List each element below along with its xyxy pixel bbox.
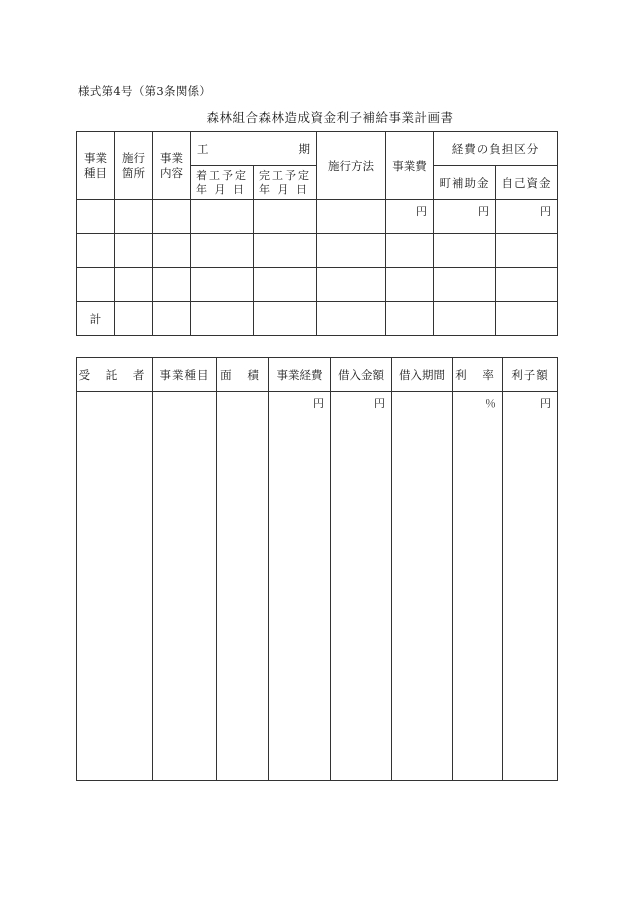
cell <box>153 234 191 268</box>
yen-unit: 円 <box>496 200 558 234</box>
header-text: 施行 <box>122 150 145 165</box>
total-row <box>77 302 558 336</box>
header-text: 箇所 <box>122 165 145 180</box>
cell <box>77 234 115 268</box>
cell <box>115 268 153 302</box>
cell <box>386 302 434 336</box>
cell <box>191 268 254 302</box>
cell <box>153 200 191 234</box>
header-chakko-yotei <box>191 166 254 200</box>
header-text: 年 月 日 <box>259 182 309 196</box>
cell <box>496 268 558 302</box>
cell <box>191 200 254 234</box>
cell <box>191 234 254 268</box>
cell <box>153 268 191 302</box>
header-text: 年 月 日 <box>196 182 246 196</box>
header-jigyo-naiyo <box>153 132 191 200</box>
yen-unit: 円 <box>503 392 558 781</box>
header-menseki: 面 積 <box>217 358 269 392</box>
cell <box>115 234 153 268</box>
cell <box>434 234 496 268</box>
table-row <box>77 392 558 781</box>
header-jigyo-keihi: 事業経費 <box>269 358 331 392</box>
cell <box>496 302 558 336</box>
header-kouki <box>191 132 317 166</box>
cell <box>191 302 254 336</box>
cell <box>153 392 217 781</box>
header-jigyo-shumoku <box>77 132 115 200</box>
plan-table <box>76 131 558 336</box>
header-kariire-kikan: 借入期間 <box>392 358 453 392</box>
header-text: 工 <box>197 141 209 156</box>
header-riritsu: 利 率 <box>453 358 503 392</box>
cell <box>254 302 317 336</box>
table-row <box>77 268 558 302</box>
table-row <box>77 200 558 234</box>
cell <box>254 200 317 234</box>
cell <box>496 234 558 268</box>
header-seko-kasho <box>115 132 153 200</box>
cell <box>115 200 153 234</box>
cell <box>254 234 317 268</box>
total-label: 計 <box>77 302 115 336</box>
cell <box>115 302 153 336</box>
cell <box>77 200 115 234</box>
header-text: 完工予定 <box>259 168 311 182</box>
cell <box>317 268 386 302</box>
header-rishigaku: 利子額 <box>503 358 558 392</box>
header-kariire-kingaku: 借入金額 <box>331 358 392 392</box>
loan-table <box>76 357 558 781</box>
cell <box>77 268 115 302</box>
header-seko-hoho: 施行方法 <box>317 132 386 200</box>
cell <box>217 392 269 781</box>
header-text: 事業 <box>84 150 107 165</box>
cell <box>386 268 434 302</box>
header-text: 事業 <box>160 150 183 165</box>
form-number: 様式第4号（第3条関係） <box>78 84 212 98</box>
cell <box>434 302 496 336</box>
header-text: 着工予定 <box>196 168 248 182</box>
cell <box>392 392 453 781</box>
cell <box>434 268 496 302</box>
header-jigyohi: 事業費 <box>386 132 434 200</box>
yen-unit: 円 <box>434 200 496 234</box>
table-row <box>77 234 558 268</box>
cell <box>386 234 434 268</box>
cell <box>77 392 153 781</box>
header-futan-kubun: 経費の負担区分 <box>434 132 558 166</box>
cell <box>254 268 317 302</box>
yen-unit: 円 <box>331 392 392 781</box>
percent-unit: ％ <box>453 392 503 781</box>
header-kanko-yotei <box>254 166 317 200</box>
yen-unit: 円 <box>269 392 331 781</box>
header-jutakusha: 受 託 者 <box>77 358 153 392</box>
cell <box>153 302 191 336</box>
yen-unit: 円 <box>386 200 434 234</box>
header-text: 内容 <box>160 165 183 180</box>
cell <box>317 234 386 268</box>
header-machi-hojokin: 町補助金 <box>434 166 496 200</box>
cell <box>317 302 386 336</box>
document-title: 森林組合森林造成資金利子補給事業計画書 <box>206 110 454 125</box>
header-text: 期 <box>298 141 310 156</box>
header-jiko-shikin: 自己資金 <box>496 166 558 200</box>
cell <box>317 200 386 234</box>
header-text: 種目 <box>84 165 107 180</box>
header-jigyo-shumoku: 事業種目 <box>153 358 217 392</box>
